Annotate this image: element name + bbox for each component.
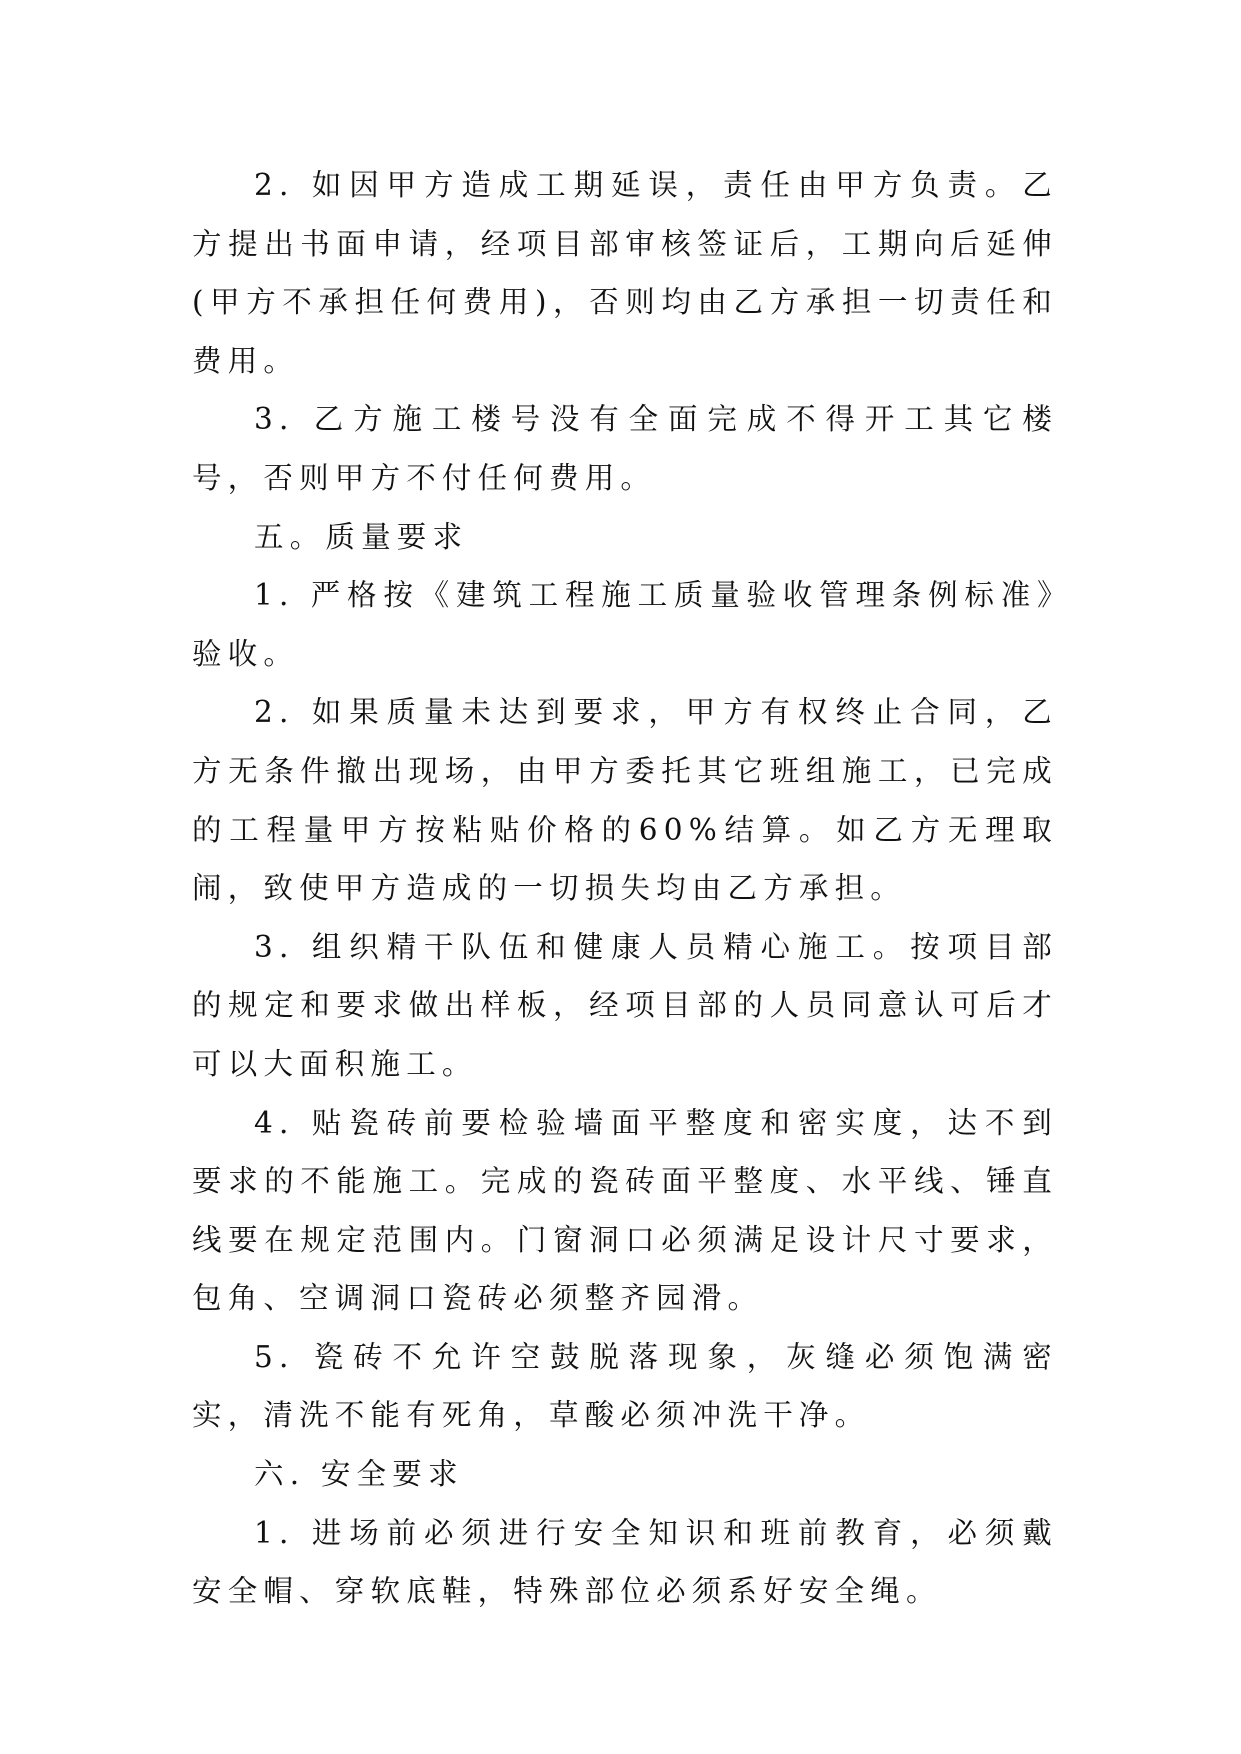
- clause-5-2-quality-failure: 2. 如果质量未达到要求，甲方有权终止合同，乙方无条件撤出现场，由甲方委托其它班组施工，已完成的工程量甲方按粘贴价格的60%结算。如乙方无理取闹，致使甲方造成的一切损失均由乙方承担。: [192, 695, 1058, 906]
- clause-4-2-delay-responsibility: 2. 如因甲方造成工期延误，责任由甲方负责。乙方提出书面申请，经项目部审核签证后，工期向后延伸(甲方不承担任何费用)，否则均由乙方承担一切责任和费用。: [192, 168, 1058, 378]
- document-body: [192, 156, 1058, 1621]
- clause-4-3-building-order: 3. 乙方施工楼号没有全面完成不得开工其它楼号，否则甲方不付任何费用。: [192, 402, 1058, 495]
- clause-5-3-team-and-sample: 3. 组织精干队伍和健康人员精心施工。按项目部的规定和要求做出样板，经项目部的人员同意认可后才可以大面积施工。: [192, 929, 1058, 1081]
- clause-5-5-tile-defects: 5. 瓷砖不允许空鼓脱落现象，灰缝必须饱满密实，清洗不能有死角，草酸必须冲洗干净。: [192, 1339, 1058, 1433]
- section-heading-quality: 五。质量要求: [254, 519, 469, 554]
- clause-6-1-safety-education: 1. 进场前必须进行安全知识和班前教育，必须戴安全帽、穿软底鞋，特殊部位必须系好安全绳。: [192, 1515, 1058, 1609]
- clause-5-4-tile-inspection: 4. 贴瓷砖前要检验墙面平整度和密实度，达不到要求的不能施工。完成的瓷砖面平整度、水平线、锤直线要在规定范围内。门窗洞口必须满足设计尺寸要求，包角、空调洞口瓷砖必须整齐园滑。: [192, 1105, 1058, 1316]
- clause-5-1-acceptance-standard: 1. 严格按《建筑工程施工质量验收管理条例标准》验收。: [192, 578, 1058, 671]
- section-heading-safety: 六. 安全要求: [254, 1457, 464, 1492]
